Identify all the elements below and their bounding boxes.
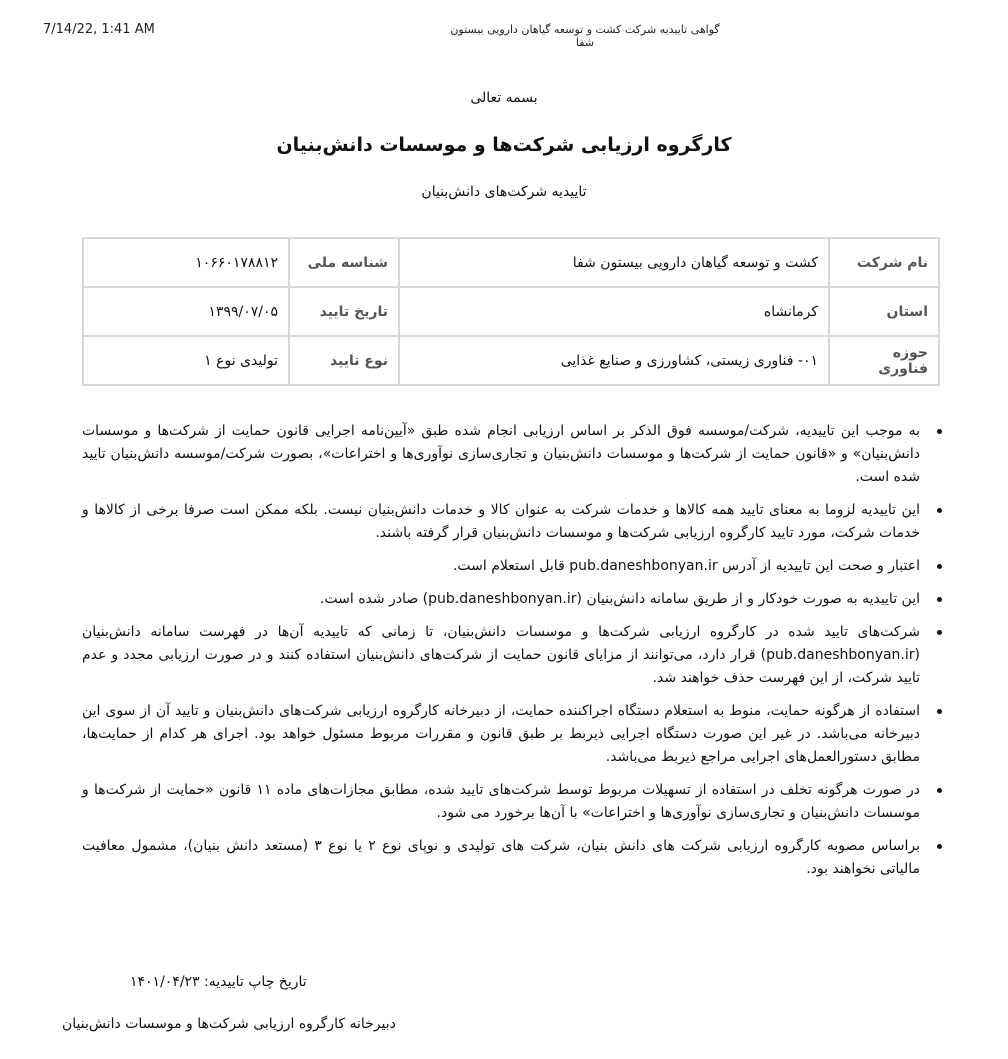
company-info-table: [82, 237, 940, 386]
basmala: بسمه تعالی: [470, 90, 538, 106]
value-company-name: کشت و توسعه گیاهان دارویی بیستون شفا: [399, 238, 829, 287]
print-datetime: 7/14/22, 1:41 AM: [43, 22, 155, 37]
bullet-icon: [937, 844, 942, 849]
list-item-text: این تاییدیه لزوما به معنای تایید همه کالاها و خدمات شرکت به عنوان کالا و خدمات دانش‌بنیان نیست. بلکه ممکن است صرفا برخی از کالاها و خدمات شرکت، مورد تایید کارگروه ارزیابی شرکت‌ها و موسسات دانش‌بنیان قرار گرفته باشند.: [82, 502, 920, 541]
list-item-text: شرکت‌های تایید شده در کارگروه ارزیابی شرکت‌ها و موسسات دانش‌بنیان، تا زمانی که تاییدیه آن‌ها در فهرست سامانه دانش‌بنیان (pub.daneshbonyan.ir) قرار دارد، می‌توانند از مزایای قانون حمایت از شرکت‌های دانش‌بنیان استفاده کنند و در صورت ارزیابی مجدد و عدم تایید شرکت، از این فهرست حذف خواهند شد.: [82, 624, 920, 686]
bullet-icon: [937, 564, 942, 569]
label-tech-field: حوزه فناوری: [829, 336, 939, 385]
bullet-icon: [937, 508, 942, 513]
label-approval-type: نوع تایید: [289, 336, 399, 385]
document-subtitle: تاییدیه شرکت‌های دانش‌بنیان: [421, 184, 587, 200]
list-item: [82, 420, 942, 489]
list-item-text: اعتبار و صحت این تاییدیه از آدرس pub.daneshbonyan.ir قابل استعلام است.: [452, 558, 920, 574]
bullet-icon: [937, 597, 942, 602]
document-title: کارگروه ارزیابی شرکت‌ها و موسسات دانش‌بنیان: [276, 134, 732, 156]
print-page-title: گواهی تاییدیه شرکت کشت و توسعه گیاهان دارویی بیستون شفا: [450, 23, 720, 49]
terms-list: [82, 420, 942, 891]
secretariat-signature: دبیرخانه کارگروه ارزیابی شرکت‌ها و موسسات دانش‌بنیان: [62, 1016, 396, 1032]
list-item: [82, 621, 942, 690]
list-item: [82, 555, 942, 578]
list-item-text: این تاییدیه به صورت خودکار و از طریق سامانه دانش‌بنیان (pub.daneshbonyan.ir) صادر شده است.: [319, 591, 920, 607]
bullet-icon: [937, 709, 942, 714]
table-row: [83, 238, 939, 287]
bullet-icon: [937, 788, 942, 793]
list-item-text: به موجب این تاییدیه، شرکت/موسسه فوق الذکر بر اساس ارزیابی انجام شده طبق «آیین‌نامه اجرایی قانون حمایت از شرکت‌ها و موسسات دانش‌بنیان» و «قانون حمایت از شرکت‌ها و موسسات دانش‌بنیان و تجاری‌سازی نوآوری‌ها و اختراعات»، بصورت شرکت/موسسه دانش‌بنیان تایید شده است.: [82, 423, 920, 485]
bullet-icon: [937, 429, 942, 434]
list-item: [82, 779, 942, 825]
value-tech-field: ۰۱- فناوری زیستی، کشاورزی و صنایع غذایی: [399, 336, 829, 385]
list-item: [82, 588, 942, 611]
label-province: استان: [829, 287, 939, 336]
table-row: [83, 287, 939, 336]
list-item-text: براساس مصوبه کارگروه ارزیابی شرکت های دانش بنیان، شرکت های تولیدی و نوپای نوع ۲ یا نوع ۳ (مستعد دانش بنیان)، مشمول معافیت مالیاتی نخواهند بود.: [82, 838, 920, 877]
value-approval-date: ۱۳۹۹/۰۷/۰۵: [83, 287, 289, 336]
table-row: [83, 336, 939, 385]
print-date-label: تاریخ چاپ تاییدیه: ۱۴۰۱/۰۴/۲۳: [130, 974, 307, 990]
value-approval-type: تولیدی نوع ۱: [83, 336, 289, 385]
list-item: [82, 700, 942, 769]
list-item-text: استفاده از هرگونه حمایت، منوط به استعلام دستگاه اجراکننده حمایت، از دبیرخانه کارگروه ارزیابی شرکت‌های دانش‌بنیان و تایید آن از سوی این دبیرخانه می‌باشد. در غیر این صورت دستگاه اجرایی ذیربط بر طبق قانون و مقررات مربوط مسئول خواهد بود. اجرای هر کدام از حمایت‌ها، مطابق دستورالعمل‌های اجرایی مراجع ذیربط می‌باشد.: [82, 703, 920, 765]
value-national-id: ۱۰۶۶۰۱۷۸۸۱۲: [83, 238, 289, 287]
label-approval-date: تاریخ تایید: [289, 287, 399, 336]
value-province: کرمانشاه: [399, 287, 829, 336]
list-item: [82, 499, 942, 545]
list-item: [82, 835, 942, 881]
label-national-id: شناسه ملی: [289, 238, 399, 287]
list-item-text: در صورت هرگونه تخلف در استفاده از تسهیلات مربوط توسط شرکت‌های تایید شده، مطابق مجازات‌های ماده ۱۱ قانون «حمایت از شرکت‌ها و موسسات دانش‌بنیان و تجاری‌سازی نوآوری‌ها و اختراعات» با آن‌ها برخورد می شود.: [82, 782, 920, 821]
label-company-name: نام شرکت: [829, 238, 939, 287]
bullet-icon: [937, 630, 942, 635]
